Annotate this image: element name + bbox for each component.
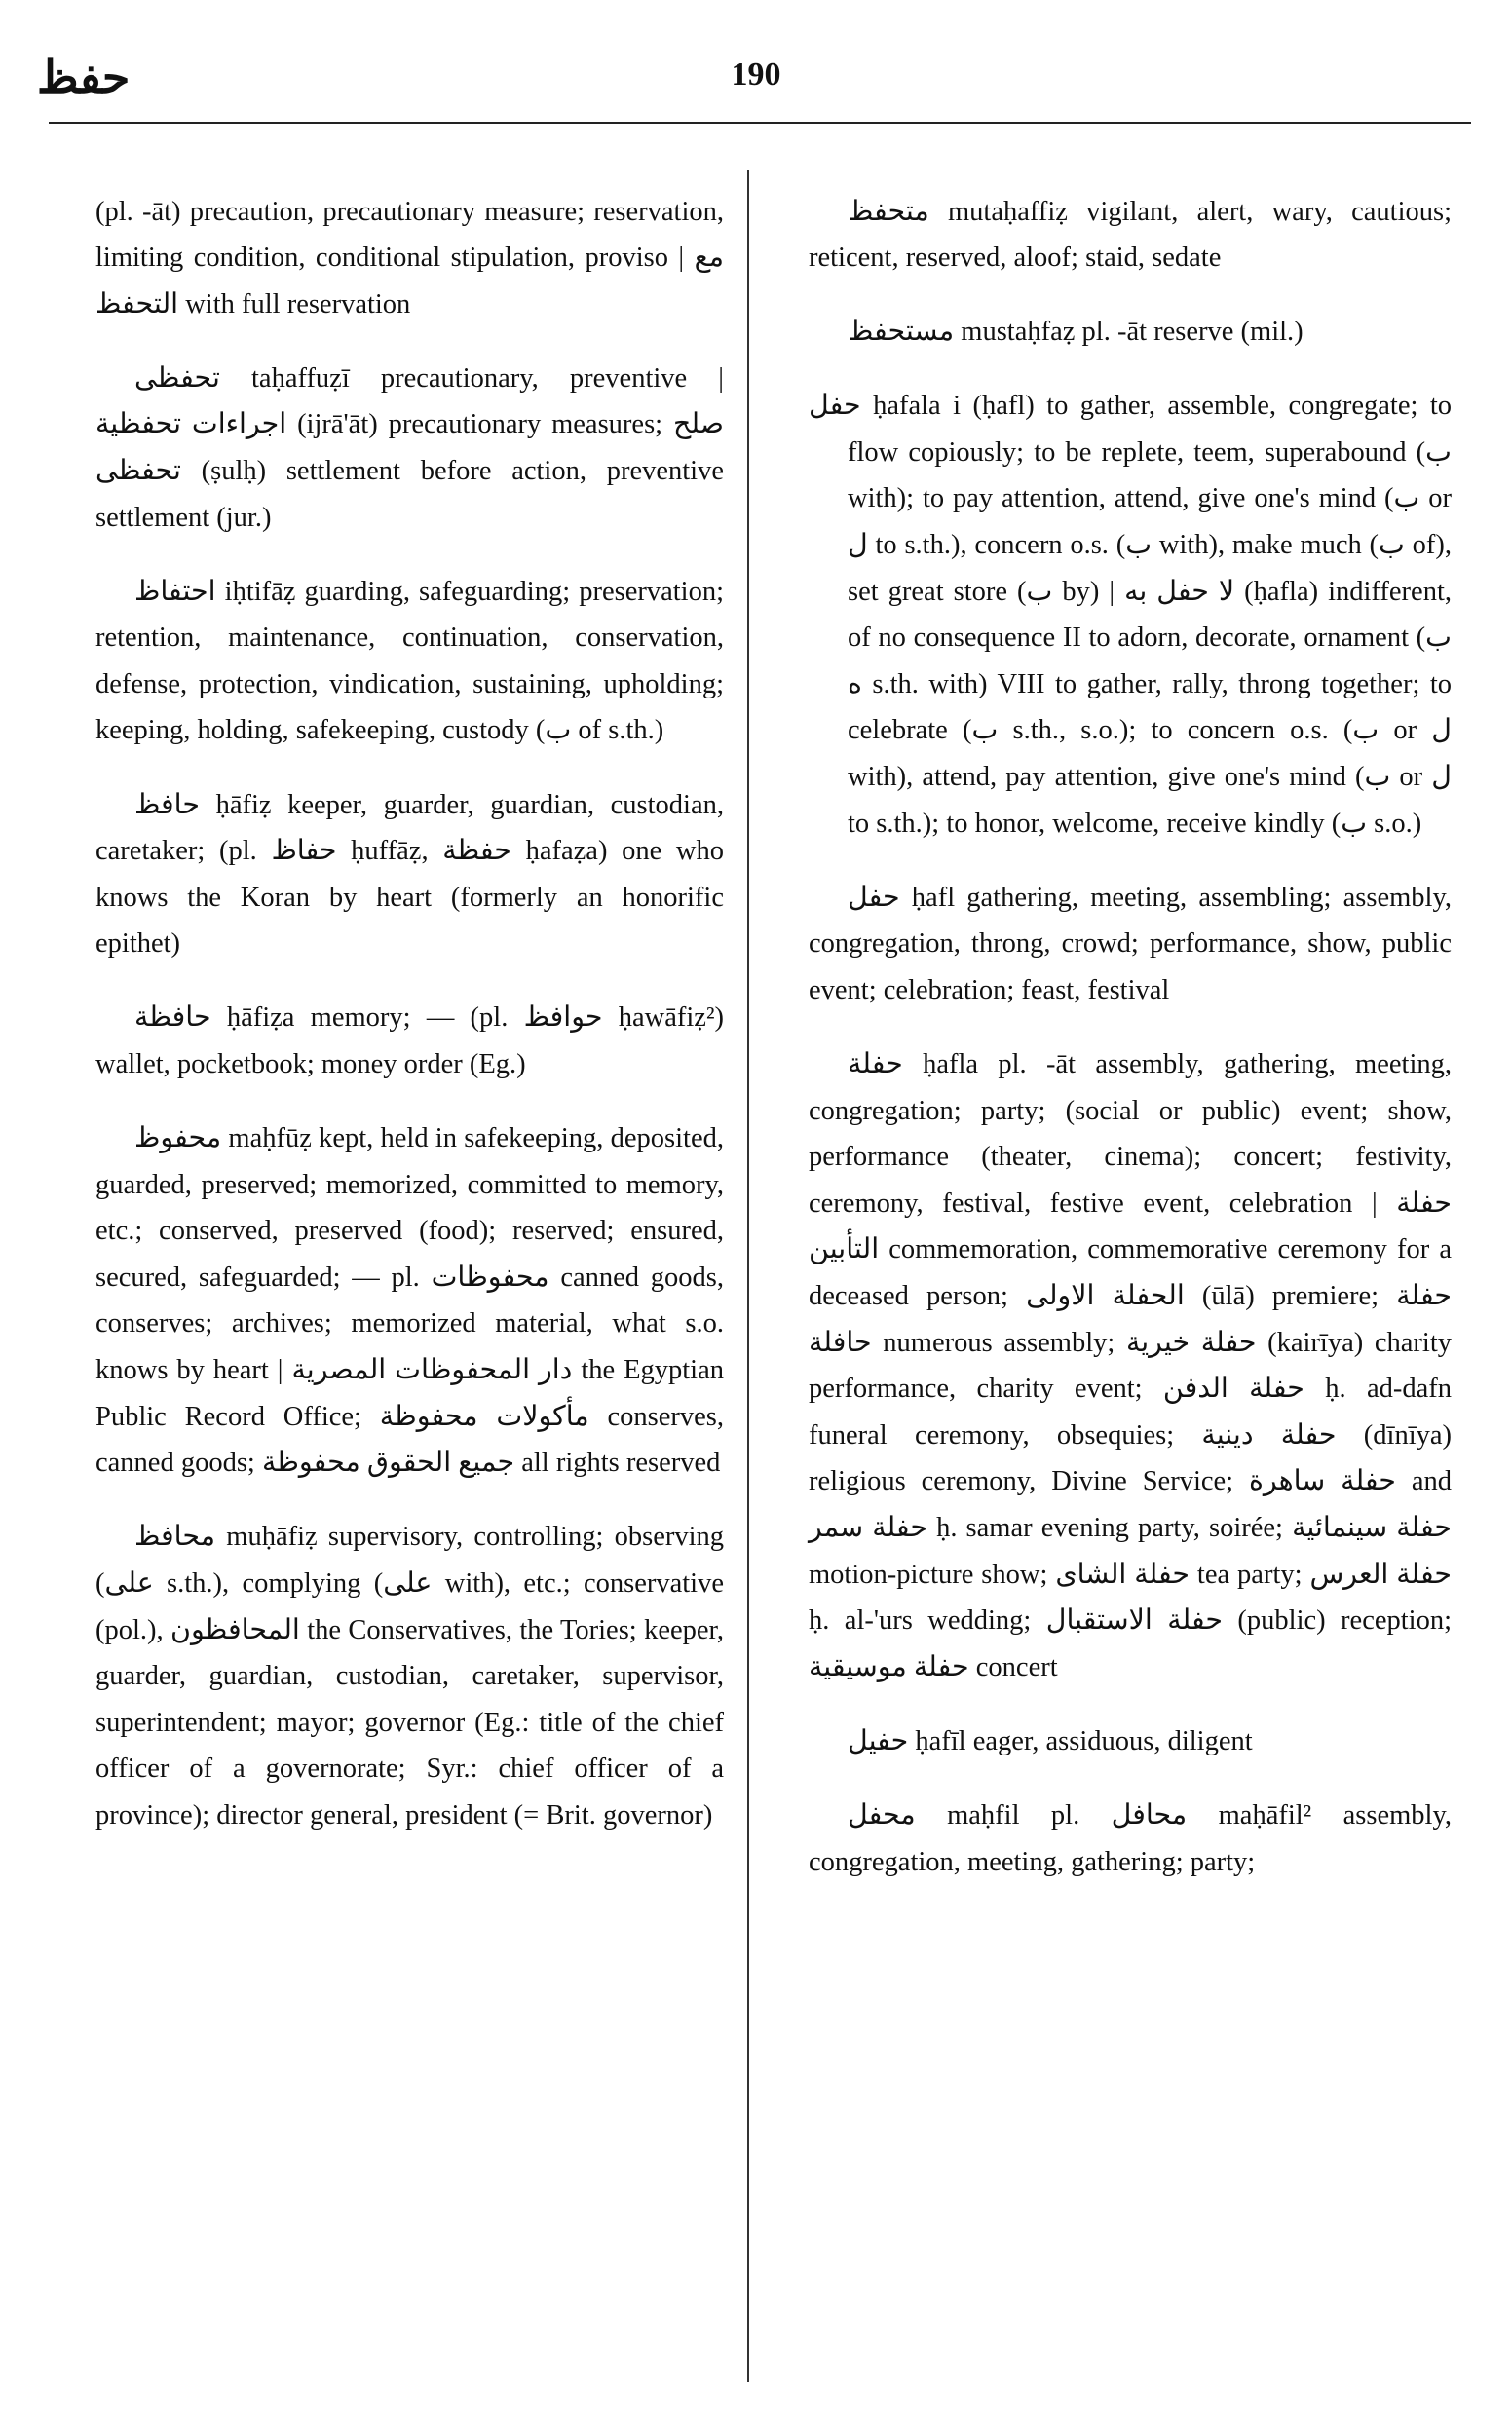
dictionary-entry: حفلة ḥafla pl. -āt assembly, gathering, meeting, congregation; party; (social or public) event; show, performance (theater, cinema); concert; festivity, ceremony, festival, festive event, celebration | حفلة التأبين commemoration, commemorative ceremony for a deceased person; الحفلة الاولى (ūlā) premiere; حفلة حافلة numerous assembly; حفلة خيرية (kairīya) charity performance, charity event; حفلة الدفن ḥ. ad-dafn funeral ceremony, obsequies; حفلة دينية (dīnīya) religious ceremony, Divine Service; حفلة ساهرة and حفلة سمر ḥ. samar evening party, soirée; حفلة سينمائية motion-picture show; حفلة الشاى tea party; حفلة العرس ḥ. al-'urs wedding; حفلة الاستقبال (public) reception; حفلة موسيقية concert	[809, 1049, 1453, 1682]
dictionary-entry: محفل maḥfil pl. محافل maḥāfil² assembly, congregation, meeting, gathering; party;	[809, 1799, 1452, 1877]
dictionary-entry: مستحفظ mustaḥfaẓ pl. -āt reserve (mil.)	[848, 317, 1304, 348]
running-head-word: حفظ	[37, 53, 131, 102]
left-column	[95, 161, 724, 1858]
dictionary-entry: حفل ḥafl gathering, meeting, assembling; assembly, congregation, throng, crowd; performance, show, public event; celebration; feast, festival	[809, 882, 1452, 1005]
dictionary-entry: حافظ ḥāfiẓ keeper, guarder, guardian, custodian, caretaker; (pl. حفاظ ḥuffāẓ, حفظة ḥafaẓa) one who knows the Koran by heart (formerly an honorific epithet)	[95, 789, 724, 960]
dictionary-entry: (pl. -āt) precaution, precautionary measure; reservation, limiting condition, conditional stipulation, proviso | مع التحفظ with full reservation	[95, 196, 724, 320]
dictionary-entry-root: حفل ḥafala i (ḥafl) to gather, assemble, congregate; to flow copiously; to be replete, teem, superabound (ب with); to pay attention, attend, give one's mind (ب or ل to s.th.), concern o.s. (ب with), make much (ب of), set great store (ب by) | لا حفل به (ḥafla) indifferent, of no consequence II to adorn, decorate, ornament (ب ه s.th. with) VIII to gather, rally, throng together; to celebrate (ب s.th., s.o.); to concern o.s. (ب or ل with), attend, pay attention, give one's mind (ب or ل to s.th.); to honor, welcome, receive kindly (ب s.o.)	[809, 391, 1453, 839]
header-rule	[49, 122, 1471, 124]
dictionary-entry: محافظ muḥāfiẓ supervisory, controlling; observing (على s.th.), complying (على with), etc.; conservative (pol.), المحافظون the Conservatives, the Tories; keeper, guarder, guardian, custodian, caretaker, supervisor, superintendent; mayor; governor (Eg.: title of the chief officer of a governorate; Syr.: chief officer of a province); director general, president (= Brit. governor)	[95, 1522, 725, 1830]
dictionary-entry: حافظة ḥāfiẓa memory; — (pl. حوافظ ḥawāfiẓ²) wallet, pocketbook; money order (Eg.)	[95, 1002, 724, 1079]
dictionary-entry: احتفاظ iḥtifāẓ guarding, safeguarding; preservation; retention, maintenance, continuation, conservation, defense, protection, vindication, sustaining, upholding; keeping, holding, safekeeping, custody (ب of s.th.)	[95, 576, 724, 746]
right-column	[809, 161, 1452, 1904]
dictionary-entry: حفيل ḥafīl eager, assiduous, diligent	[848, 1725, 1253, 1756]
dictionary-entry: تحفظى taḥaffuẓī precautionary, preventive | اجراءات تحفظية (ijrā'āt) precautionary measures; صلح تحفظى (ṣulḥ) settlement before action, preventive settlement (jur.)	[95, 362, 724, 533]
dictionary-entry: محفوظ maḥfūẓ kept, held in safekeeping, deposited, guarded, preserved; memorized, committed to memory, etc.; conserved, preserved (food); reserved; ensured, secured, safeguarded; — pl. محفوظات canned goods, conserves; archives; memorized material, what s.o. knows by heart | دار المحفوظات المصرية the Egyptian Public Record Office; مأكولات محفوظة conserves, canned goods; جميع الحقوق محفوظة all rights reserved	[95, 1123, 724, 1479]
page-number: 190	[731, 57, 781, 93]
column-divider	[747, 170, 749, 2382]
dictionary-entry: متحفظ mutaḥaffiẓ vigilant, alert, wary, cautious; reticent, reserved, aloof; staid, sedate	[809, 196, 1452, 274]
